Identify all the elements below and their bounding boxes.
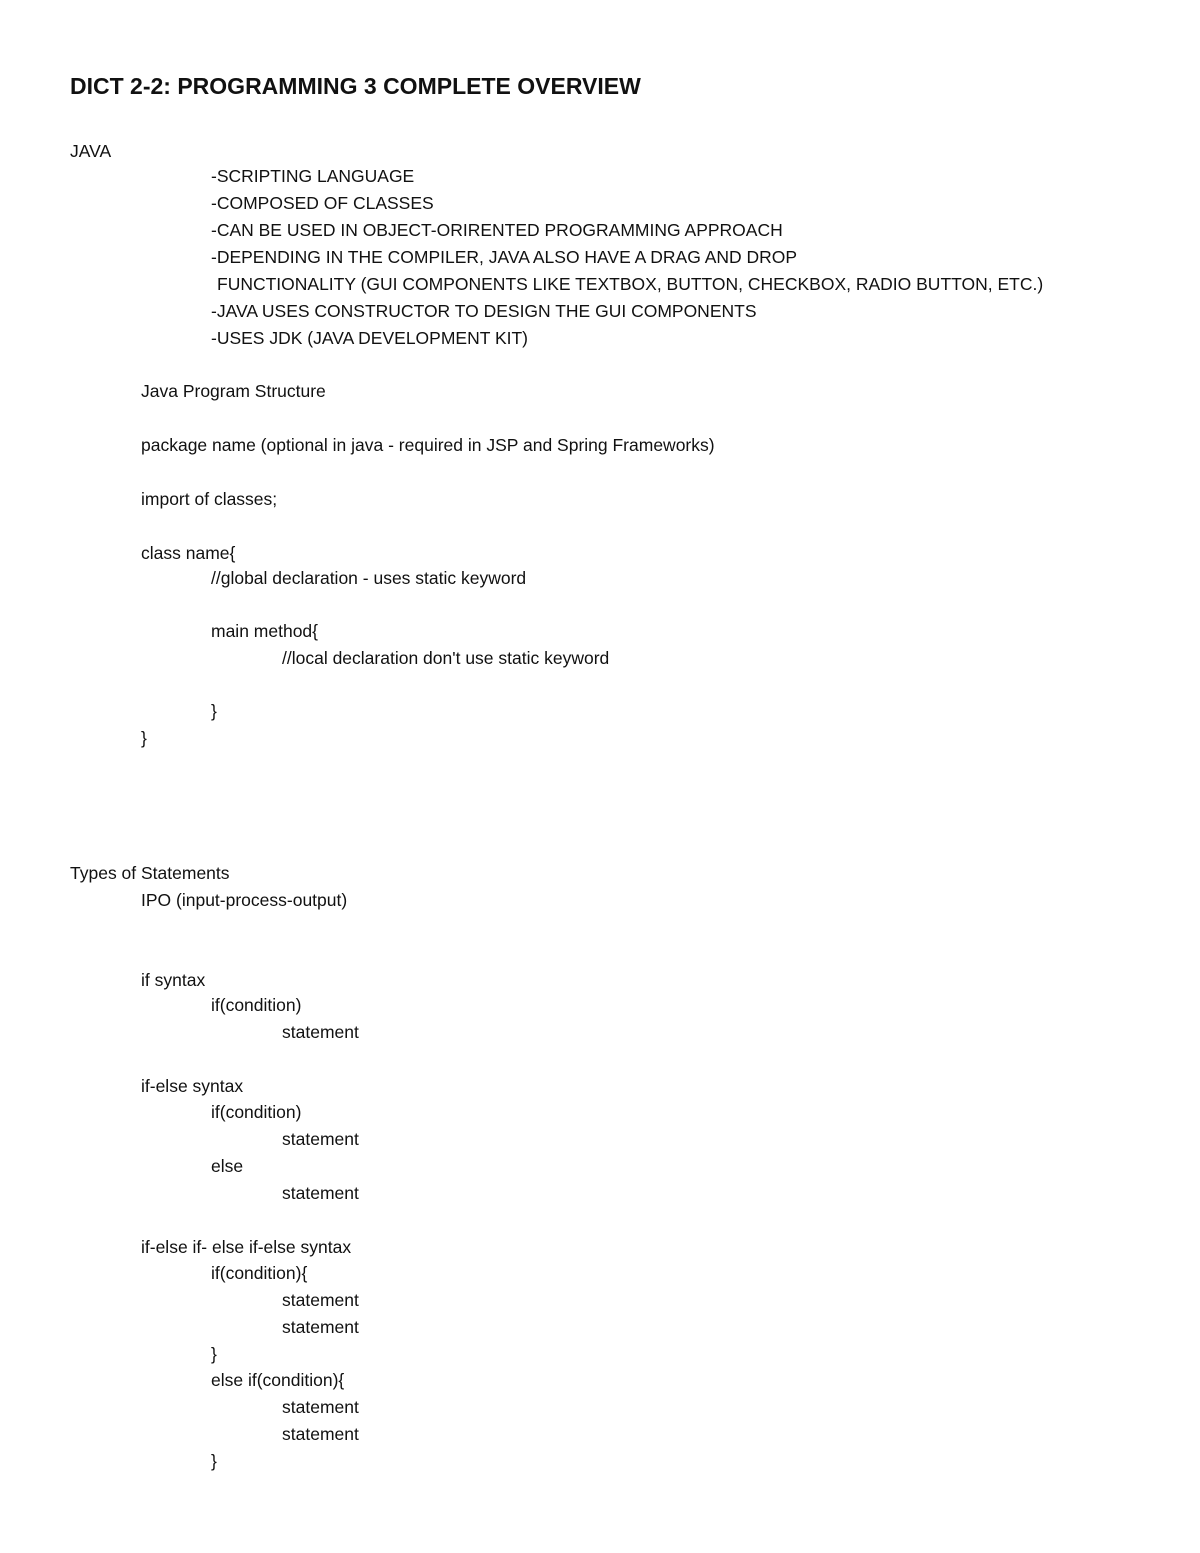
statement-line: statement [282,1424,359,1444]
if-condition-line: if(condition) [211,1102,302,1122]
java-bullet: -SCRIPTING LANGUAGE [211,166,415,186]
java-bullet: -JAVA USES CONSTRUCTOR TO DESIGN THE GUI COMPONENTS [211,301,757,321]
statements-heading: Types of Statements [70,863,230,883]
else-if-condition-line: else if(condition){ [211,1370,345,1390]
statement-line: statement [282,1290,359,1310]
statement-line: statement [282,1022,359,1042]
java-bullet: -USES JDK (JAVA DEVELOPMENT KIT) [211,328,529,348]
document-title: DICT 2-2: PROGRAMMING 3 COMPLETE OVERVIEW [70,73,641,99]
block-close-line: } [211,1344,217,1364]
main-open-line: main method{ [211,621,319,641]
java-bullet-continuation: FUNCTIONALITY (GUI COMPONENTS LIKE TEXTBOX, BUTTON, CHECKBOX, RADIO BUTTON, ETC.) [217,274,1044,294]
class-open-line: class name{ [141,543,236,563]
class-close-line: } [141,728,147,748]
java-heading: JAVA [70,141,112,161]
statement-line: statement [282,1129,359,1149]
package-line: package name (optional in java - required in JSP and Spring Frameworks) [141,435,715,455]
statement-line: statement [282,1397,359,1417]
if-condition-line: if(condition){ [211,1263,308,1283]
statement-line: statement [282,1183,359,1203]
structure-heading: Java Program Structure [141,381,326,401]
main-close-line: } [211,701,217,721]
if-else-syntax-label: if-else syntax [141,1076,244,1096]
local-comment-line: //local declaration don't use static keyword [282,648,610,668]
block-close-line: } [211,1451,217,1471]
statement-line: statement [282,1317,359,1337]
global-comment-line: //global declaration - uses static keyword [211,568,527,588]
else-line: else [211,1156,244,1176]
java-bullet: -COMPOSED OF CLASSES [211,193,434,213]
ipo-line: IPO (input-process-output) [141,890,348,910]
if-condition-line: if(condition) [211,995,302,1015]
if-syntax-label: if syntax [141,970,206,990]
if-else-if-syntax-label: if-else if- else if-else syntax [141,1237,352,1257]
java-bullet: -CAN BE USED IN OBJECT-ORIRENTED PROGRAMMING APPROACH [211,220,783,240]
import-line: import of classes; [141,489,278,509]
java-bullet: -DEPENDING IN THE COMPILER, JAVA ALSO HAVE A DRAG AND DROP [211,247,798,267]
